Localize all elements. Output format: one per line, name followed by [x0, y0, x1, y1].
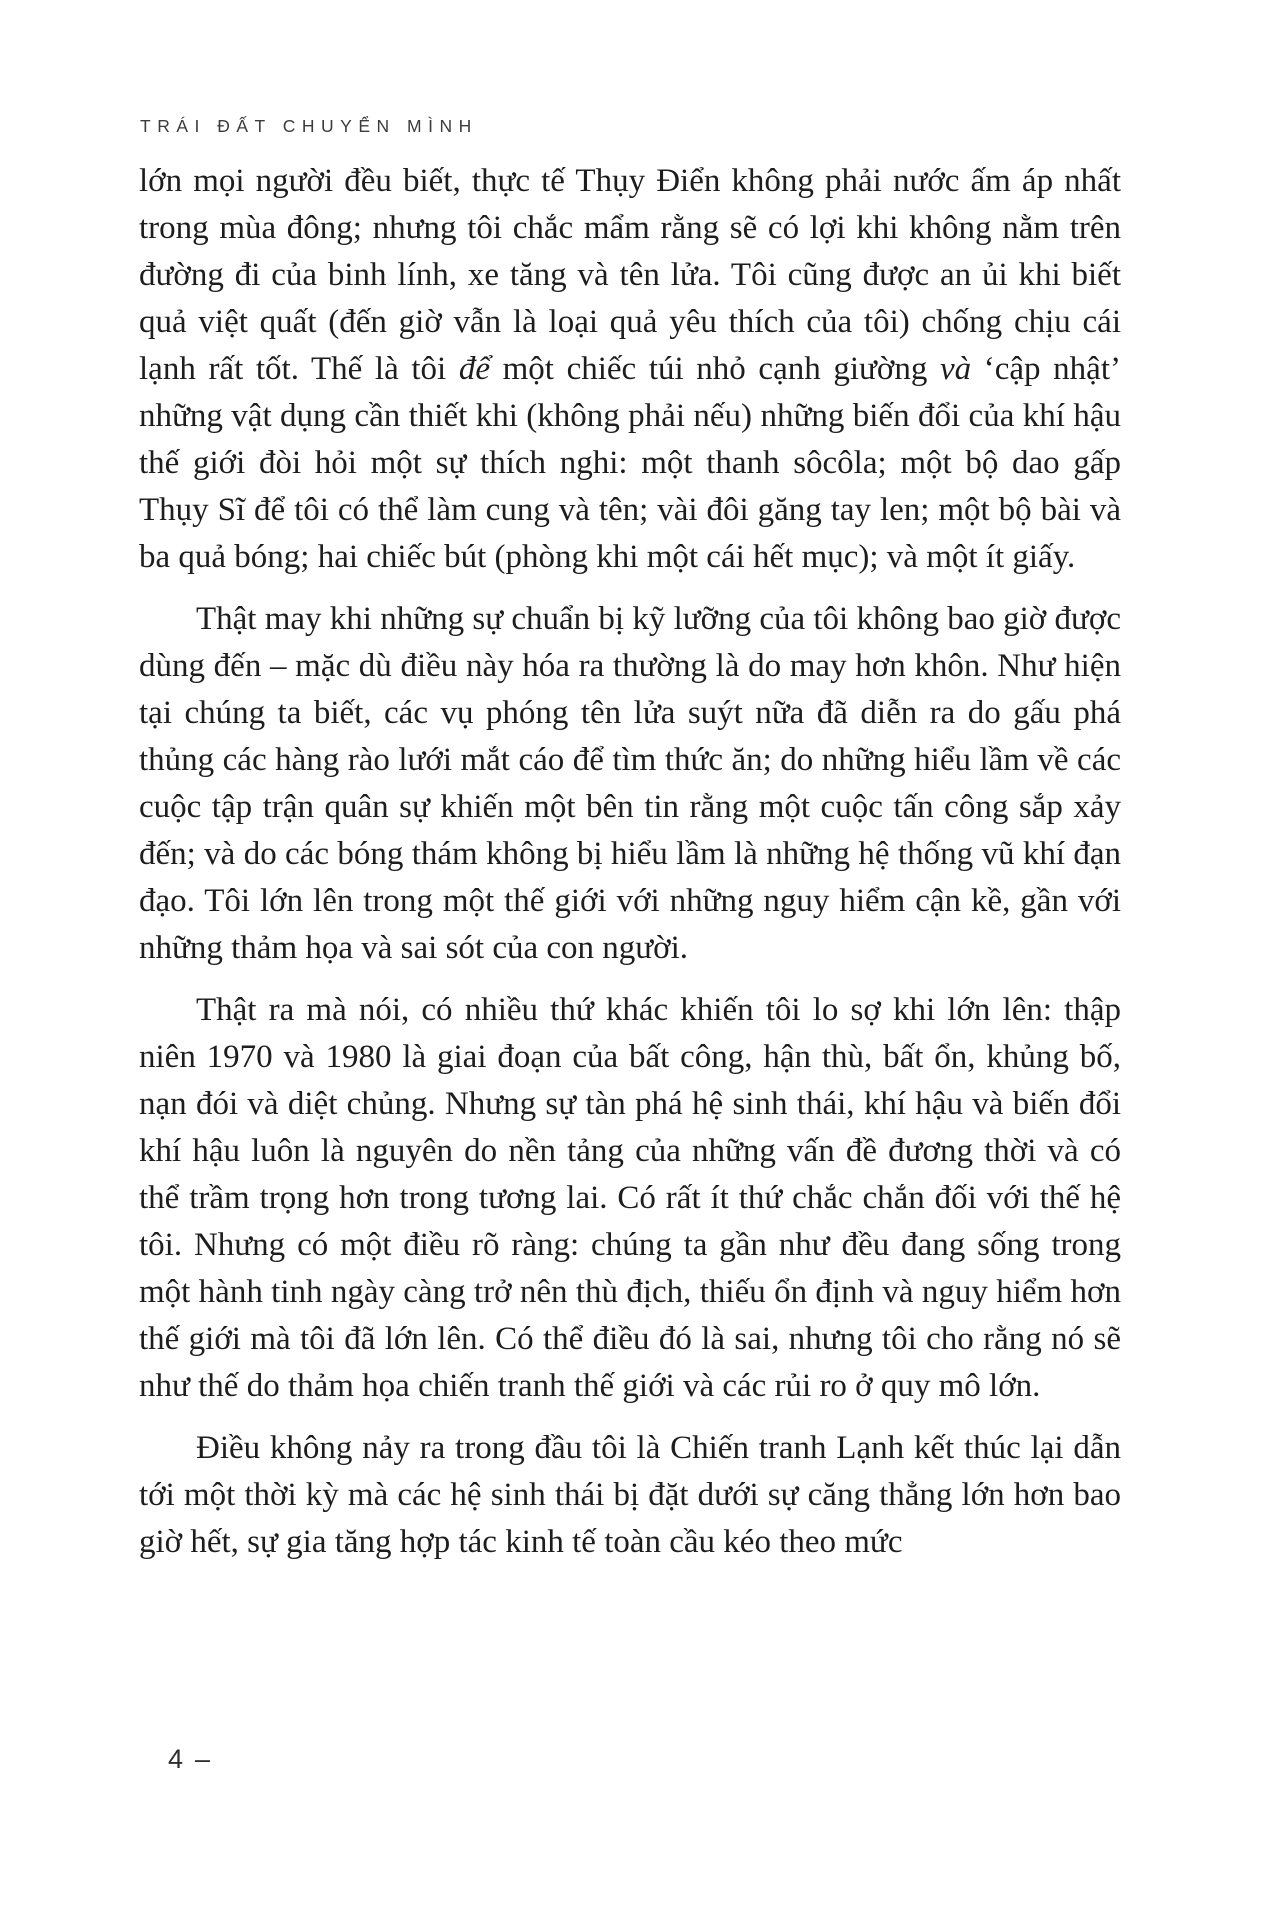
italic-run: và: [939, 351, 972, 387]
paragraph: [139, 596, 1121, 972]
paragraph: [139, 987, 1121, 1410]
running-head: TRÁI ĐẤT CHUYỂN MÌNH: [140, 116, 478, 136]
page-number-dash: –: [195, 1744, 213, 1774]
page-number: 4: [168, 1744, 186, 1774]
paragraph: [139, 158, 1121, 581]
text-run: một chiếc túi nhỏ cạnh giường: [490, 351, 940, 387]
italic-run: để: [458, 351, 490, 387]
text-run: Điều không nảy ra trong đầu tôi là Chiến tranh Lạnh kết thúc lại dẫn tới một thời kỳ mà các hệ sinh thái bị đặt dưới sự căng thẳng lớn hơn bao giờ hết, sự gia tăng hợp tác kinh tế toàn cầu kéo theo mức: [139, 1430, 1121, 1560]
text-run: lớn mọi người đều biết, thực tế Thụy Điển không phải nước ấm áp nhất trong mùa đông; nhưng tôi chắc mẩm rằng sẽ có lợi khi không nằm trên đường đi của binh lính, xe tăng và tên lửa. Tôi cũng được an ủi khi biết quả việt quất (đến giờ vẫn là loại quả yêu thích của tôi) chống chịu cái lạnh rất tốt. Thế là tôi: [139, 163, 1121, 387]
paragraph: [139, 1425, 1121, 1566]
text-run: ‘cập nhật’ những vật dụng cần thiết khi (không phải nếu) những biến đổi của khí hậu thế giới đòi hỏi một sự thích nghi: một thanh sôcôla; một bộ dao gấp Thụy Sĩ để tôi có thể làm cung và tên; vài đôi găng tay len; một bộ bài và ba quả bóng; hai chiếc bút (phòng khi một cái hết mục); và một ít giấy.: [139, 351, 1121, 575]
text-run: Thật ra mà nói, có nhiều thứ khác khiến tôi lo sợ khi lớn lên: thập niên 1970 và 1980 là giai đoạn của bất công, hận thù, bất ổn, khủng bố, nạn đói và diệt chủng. Nhưng sự tàn phá hệ sinh thái, khí hậu và biến đổi khí hậu luôn là nguyên do nền tảng của những vấn đề đương thời và có thể trầm trọng hơn trong tương lai. Có rất ít thứ chắc chắn đối với thế hệ tôi. Nhưng có một điều rõ ràng: chúng ta gần như đều đang sống trong một hành tinh ngày càng trở nên thù địch, thiếu ổn định và nguy hiểm hơn thế giới mà tôi đã lớn lên. Có thể điều đó là sai, nhưng tôi cho rằng nó sẽ như thế do thảm họa chiến tranh thế giới và các rủi ro ở quy mô lớn.: [139, 992, 1121, 1404]
page-footer: [168, 1744, 212, 1775]
body-text: [139, 158, 1121, 1581]
text-run: Thật may khi những sự chuẩn bị kỹ lưỡng của tôi không bao giờ được dùng đến – mặc dù điều này hóa ra thường là do may hơn khôn. Như hiện tại chúng ta biết, các vụ phóng tên lửa suýt nữa đã diễn ra do gấu phá thủng các hàng rào lưới mắt cáo để tìm thức ăn; do những hiểu lầm về các cuộc tập trận quân sự khiến một bên tin rằng một cuộc tấn công sắp xảy đến; và do các bóng thám không bị hiểu lầm là những hệ thống vũ khí đạn đạo. Tôi lớn lên trong một thế giới với những nguy hiểm cận kề, gần với những thảm họa và sai sót của con người.: [139, 601, 1121, 966]
